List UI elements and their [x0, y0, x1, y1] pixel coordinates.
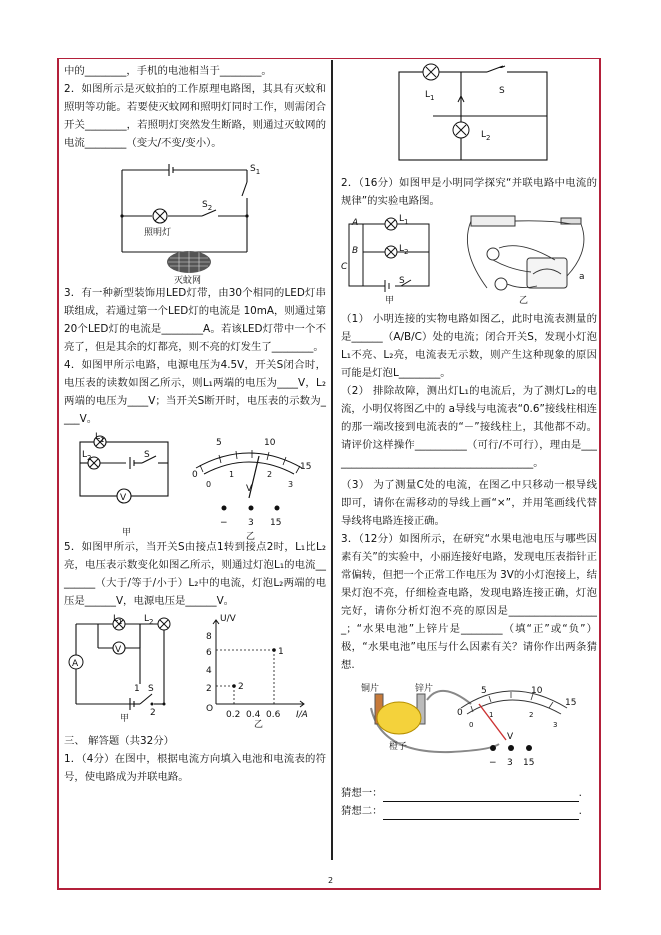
guess-1-label: 猜想一： — [341, 787, 383, 799]
q5-figures: $L_1$ $L_2$ A V S 1 2 甲 U/V 8 6 4 2 O 0.2 0.4 0.6 I/A 1 2 乙 — [64, 610, 326, 718]
guess-1: 猜想一： . — [341, 784, 597, 802]
fruit-battery-figure: 铜片 锌片 橙子 0 5 10 15 0 1 2 3 V − 3 15 — [361, 684, 577, 768]
question-5: 5．如图甲所示，当开关S由接点1转到接点2时，L₁比L₂亮，电压表示数变化如图乙所示，则通过灯泡L₁的电流________（大于/等于/小于）L₂中的电流，灯泡L₂两端的电压是______V，电源电压是______V。 — [64, 541, 326, 607]
q4-figures: $L_1$ $L_2$ S V 甲 0 5 10 15 0 1 2 3 V − 3 15 乙 — [82, 432, 312, 542]
net-label: 灭蚊网 — [174, 276, 202, 286]
right-column — [341, 62, 597, 820]
guess-2-blank[interactable] — [383, 807, 579, 820]
question-2-right: 2．（16分）如图甲是小明同学探究“并联电路中电流的规律”的实验电路图。 — [341, 177, 597, 207]
question-2: 2．如图所示是灭蚊拍的工作原理电路图，其具有灭蚊和照明等功能。若要使灭蚊网和照明灯同时工作，则需闭合开关________，若照明灯突然发生断路，则通过灭蚊网的电流________（变大/不变/变小）。 — [64, 83, 326, 149]
question-2-part-1: （1） 小明连接的实物电路如图乙，此时电流表测量的是______（A/B/C）处的电流；闭合开关S，发现小灯泡L₁不亮、L₂亮，电流表无示数，则产生这种现象的原因可能是灯泡L________。 — [341, 313, 597, 379]
guess-1-blank[interactable] — [383, 789, 579, 802]
parallel-experiment-figures: A B C $L_1$ $L_2$ S 甲 a 乙 — [341, 214, 585, 306]
guess-2-label: 猜想二： — [341, 805, 383, 817]
parallel-circuit-figure: $L_1$ $L_2$ S — [341, 62, 597, 170]
question-2-part-2: （2） 排除故障，测出灯L₁的电流后，为了测灯L₂的电流，小明仅将图乙中的 a导线与电流表“0.6”接线柱相连的那一端改接到电流表的“－”接线柱上，其他都不动。请评价这样操作__________（可行/不可行），理由是________________________________________。 — [341, 385, 597, 469]
section-3-heading: 三、 解答题（共32分） — [64, 735, 175, 747]
question-4: 4．如图甲所示电路，电源电压为4.5V，开关S闭合时，电压表的读数如图乙所示，则L₁两端的电压为____V，L₂两端的电压为____V；当开关S断开时，电压表的示数为____V。 — [64, 359, 326, 425]
question-2-part-3: （3） 为了测量C处的电流，在图乙中只移动一根导线即可，请你在需移动的导线上画“×”，并用笔画线代替导线将电路连接正确。 — [341, 479, 597, 527]
question-3: 3．有一种新型装饰用LED灯带，由30个相同的LED灯串联组成，若通过第一个LED灯的电流是 10mA，则通过第20个LED灯的电流是________A。若该LED灯带中一个不亮了，但是其余的灯都亮，则不亮的灯发生了________。 — [64, 287, 326, 353]
page-number: 2 — [327, 876, 334, 885]
column-divider — [331, 60, 333, 860]
question-3-right: 3．（12分）如图所示，在研究“水果电池电压与哪些因素有关”的实验中，小丽连接好电路，发现电压表指针正常偏转，但把一个正常工作电压为 3V的小灯泡接上，结果灯泡不亮，仔细检查电路，发现电路连接正确，灯泡完好，请你分析灯泡不亮的原因是__________________；“水果电池”上锌片是________（填“正”或“负”）极，“水果电池”电压与什么因素有关？请你作出两条猜想. — [341, 533, 598, 671]
question-1-tail: 中的________，手机的电池相当于________。 — [64, 65, 272, 77]
mosquito-swatter-circuit: $S_1$ $S_2$ 照明灯 灭蚊网 — [64, 152, 326, 284]
question-3-1: 1．（4分）在图中，根据电流方向填入电池和电流表的符号，使电路成为并联电路。 — [64, 753, 326, 783]
left-column — [64, 62, 326, 786]
lamp-label: 照明灯 — [144, 228, 172, 238]
guess-2: 猜想二： . — [341, 802, 597, 820]
